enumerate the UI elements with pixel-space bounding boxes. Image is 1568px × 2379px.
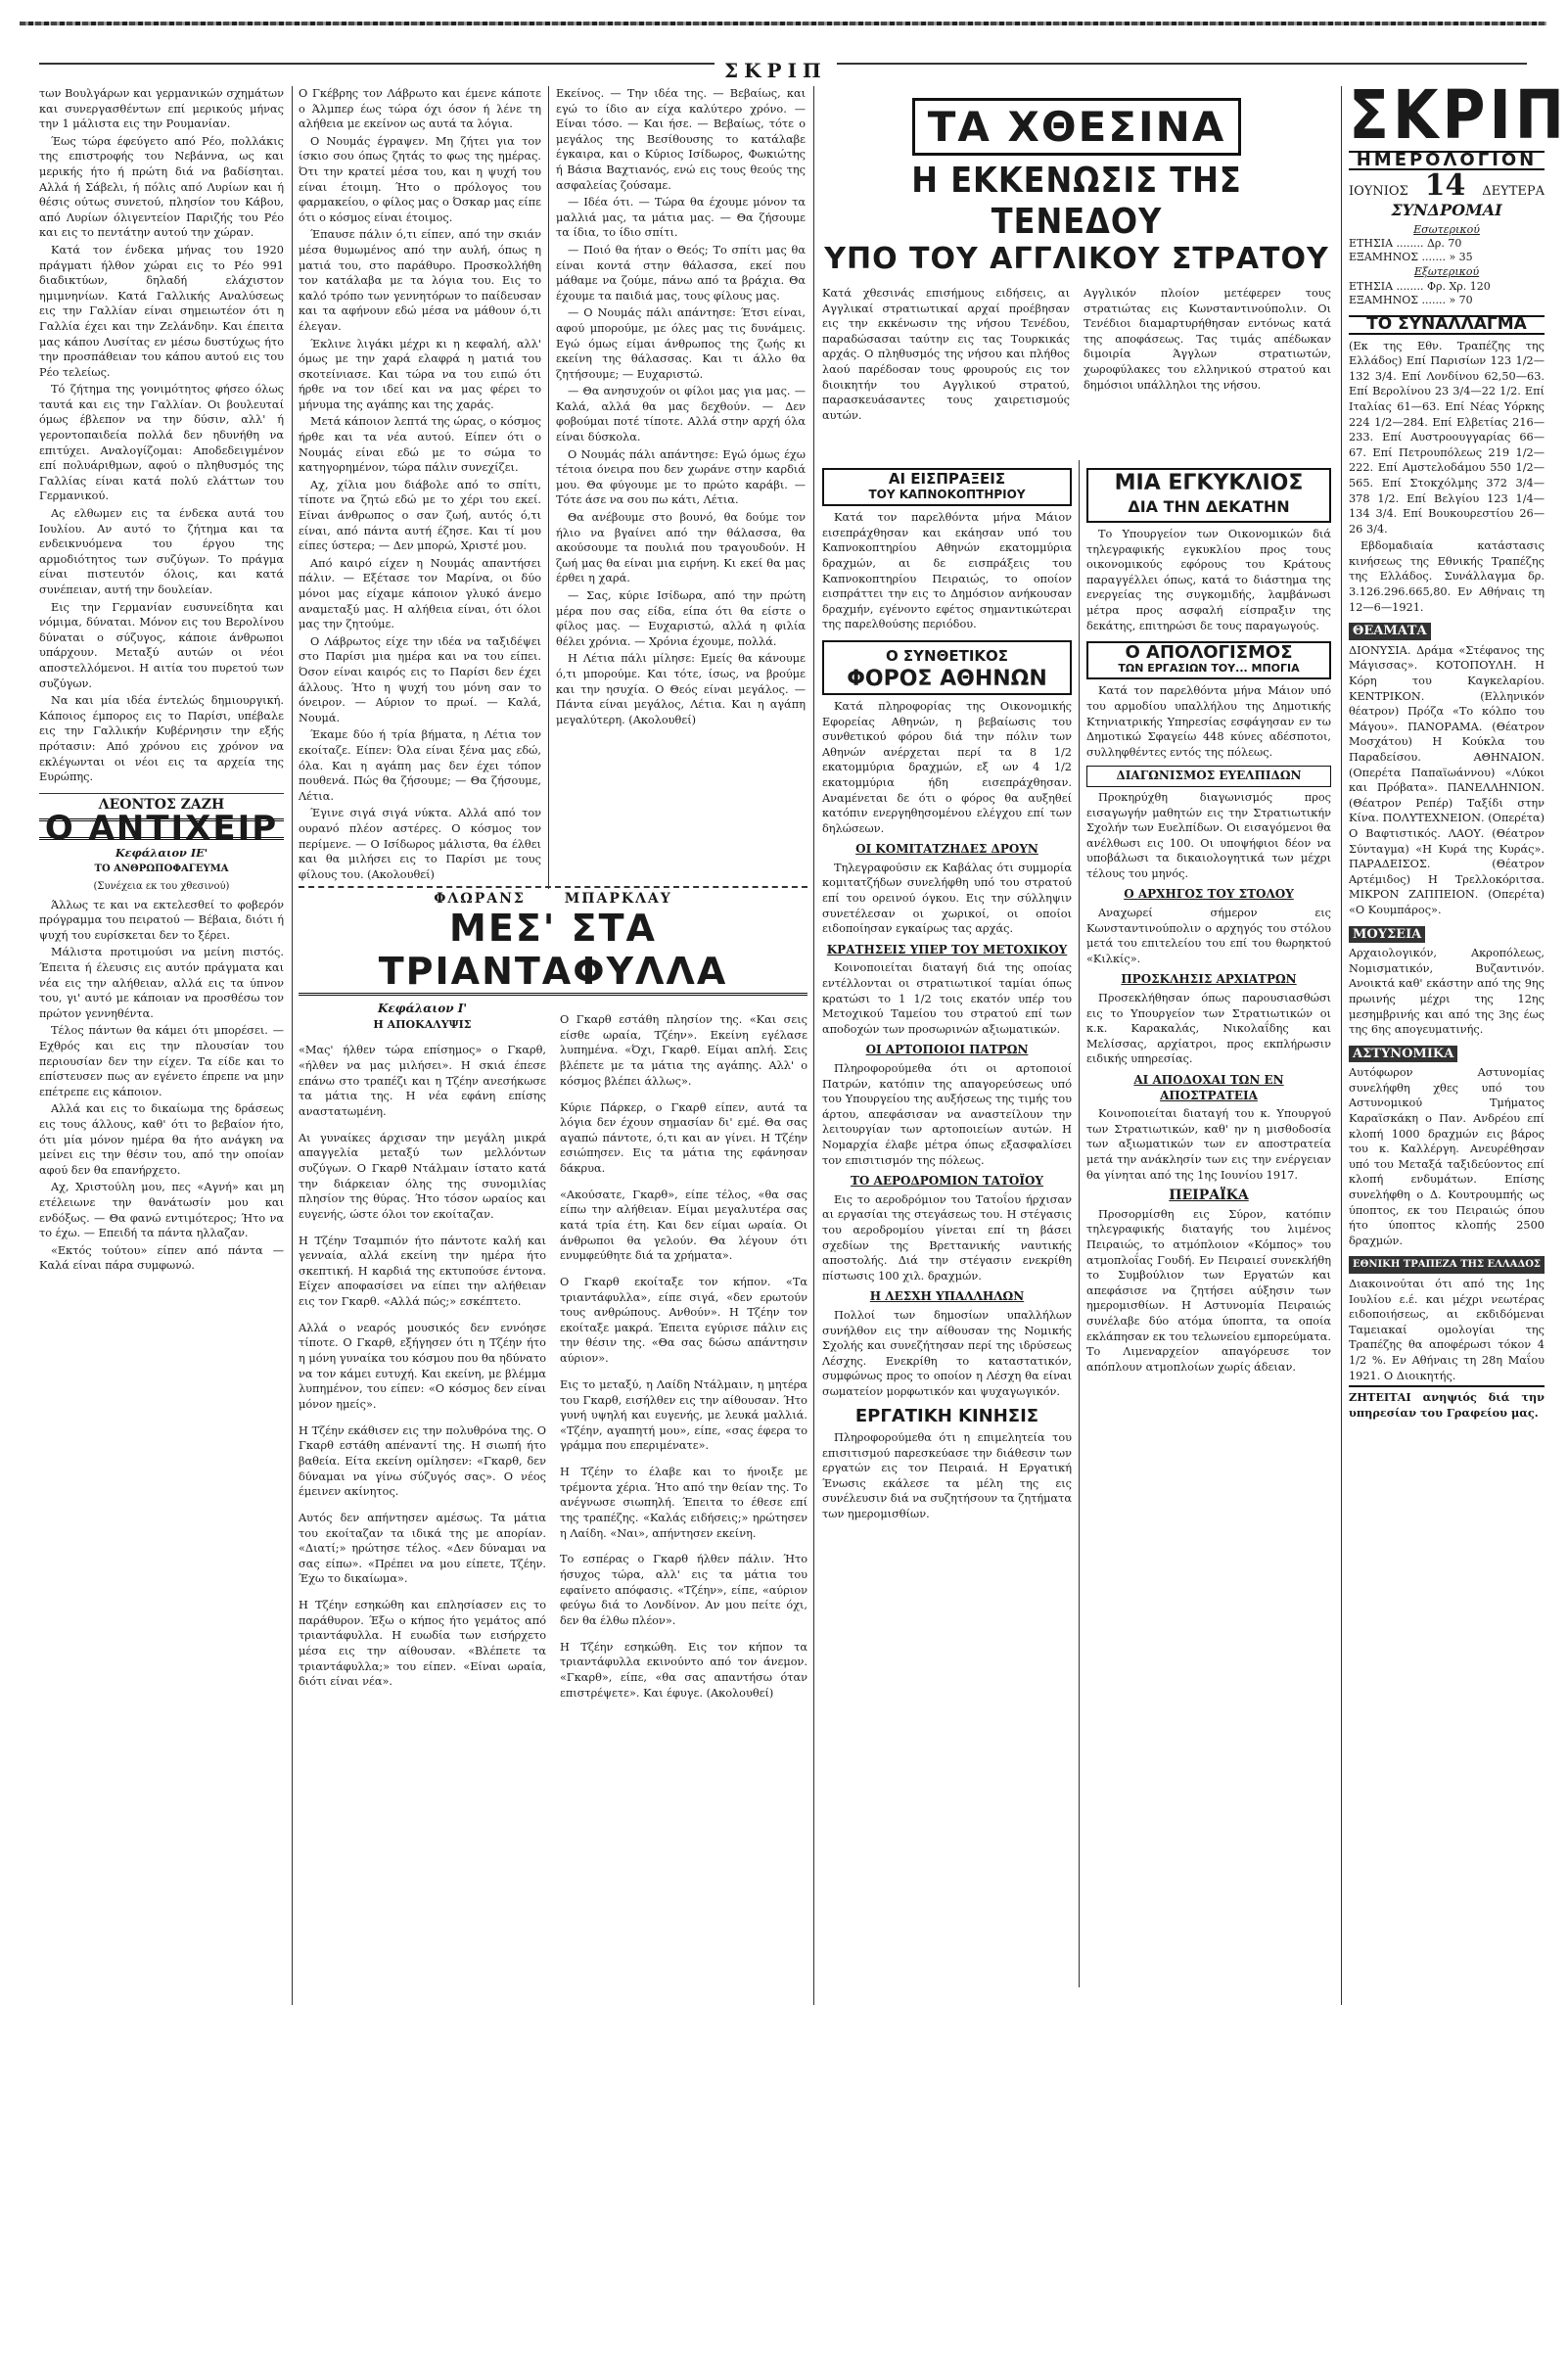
story-headline: ΟΙ ΚΟΜΙΤΑΤΖΗΔΕΣ ΔΡΟΥΝ	[855, 842, 1038, 857]
paragraph: Το εσπέρας ο Γκαρθ ήλθεν πάλιν. Ήτο ήσυχος τώρα, αλλ' εις τα μάτια του εφαίνετο απόφασις. «Τζέην», είπε, «αύριον φεύγω διά το Λονδίνον. Αν μου πείτε όχι, δεν θα έλθω πλέον».	[560, 1553, 807, 1627]
story-headline: ΠΕΙΡΑΪΚΑ	[1169, 1188, 1249, 1204]
paragraph: Μάλιστα προτιμούσι να μείνη πιστός. Έπειτα ή έλευσις εις αυτόν πράγματα και νέα εις την αλήθειαν, αλλά εις τα ύπνον του, γι' αυτό με κάποιαν να προσθέσω τον πρώτον γεννηθέντα.	[39, 946, 284, 1020]
paragraph: — Ιδέα ότι. — Τώρα θα έχουμε μόνον τα μαλλιά μας, τα μάτια μας. — Θα ζήσουμε τα ίδια, το ίδιο σπίτι.	[556, 196, 806, 240]
paragraph: Μετά κάποιον λεπτά της ώρας, ο κόσμος ήρθε και τα νέα αυτού. Είπεν ότι ο Νουμάς είναι εδώ με το σώμα το κατηγορημένον, τώρα πάλιν συνεχίζει.	[299, 415, 541, 475]
paragraph: Έπαυσε πάλιν ό,τι είπεν, από την σκιάν μέσα θυμωμένος από την αυλή, όπως η ματιά του, στο παράθυρο. Προσκολλήθη τον κατάλαβα με τα λόγια του. Εις το καλό τρόπο των γεννητόρων το παίδευσαν και τα αφήνουν εδώ μέσα να μάθουν ό,τι έλεγαν.	[299, 228, 541, 333]
column-6-title-block	[1349, 75, 1568, 2005]
paragraph: Η Τζέην εσηκώθη και επλησίασεν εις το παράθυρον. Έξω ο κήπος ήτο γεμάτος από τριαντάφυλλα. Η ευωδία των εισήρχετο μέσα εις την αίθουσαν. «Βλέπετε τα τριαντάφυλλα;» του είπεν. «Είναι ωραία, διότι είναι νέα».	[299, 1599, 546, 1689]
headline-line: Ο ΑΠΟΛΟΓΙΣΜΟΣ	[1125, 642, 1293, 664]
lead-text-left: Κατά χθεσινάς επισήμους ειδήσεις, αι Αγγλικαί στρατιωτικαί αρχαί προέβησαν εις την εκκένωσιν της νήσου Τενέδου, παραδώσασαι ταύτην εις τας Τουρκικάς αρχάς. Ο πληθυσμός της νήσου και πλήθος λαού παρέδοσαν τους φρουρούς εις τον διοικητήν του Αγγλικού στρατού, παρασκευάσαντες τους χαιρετισμούς αυτών.	[822, 287, 1070, 422]
column-5	[1086, 460, 1331, 2379]
paragraph: Κύριε Πάρκερ, ο Γκαρθ είπεν, αυτά τα λόγια δεν έχουν σημασίαν δι' εμέ. Θα σας αγαπώ πάντοτε, ό,τι και αν γίνει. Η Τζέην εσιώπησεν. Εις τα μάτια της εφάνησαν δάκρυα.	[560, 1100, 807, 1175]
serial-title: ΜΕΣ' ΣΤΑ ΤΡΙΑΝΤΑΦΥΛΛΑ	[299, 907, 807, 996]
column-2	[299, 86, 541, 879]
chapter-heading: Κεφάλαιον Ι'	[377, 1002, 468, 1015]
paragraph: Ο Νουμάς πάλι απάντησε: Εγώ όμως έχω τέτοια όνειρα που δεν χωράνε στην καρδιά μου. Θα φύγουμε με το πρώτο καράβι. — Τότε άσε να σου πω κάτι, Λέτια.	[556, 447, 806, 507]
paragraph: Άλλως τε και να εκτελεσθεί το φοβερόν πρόγραμμα του πειρατού — Βέβαια, διότι ή ψυχή του ευρίσκεται δεν το ξέρει.	[39, 898, 284, 942]
story-headline: ΔΙΑΓΩΝΙΣΜΟΣ ΕΥΕΛΠΙΔΩΝ	[1086, 766, 1331, 787]
paragraph: Κατά πληροφορίας της Οικονομικής Εφορείας Αθηνών, η βεβαίωσις του συνθετικού φόρου διά την πόλιν των Αθηνών ανέρχεται περί τα 8 1/2 εκατομμύρια δραχμών, εξ ων 4 1/2 εκατομμύρια ήδη εισεπράχθησαν. Αναμένεται δε ότι ο φόρος θα αυξηθεί κατόπιν ενεργηθησομένου ελέγχου επί των δηλώσεων.	[822, 699, 1072, 835]
column-1	[39, 86, 284, 2005]
column-rule	[813, 86, 814, 2005]
bank-heading: ΕΘΝΙΚΗ ΤΡΑΠΕΖΑ ΤΗΣ ΕΛΛΑΔΟΣ	[1349, 1256, 1545, 1274]
paragraph: Πληροφορούμεθα ότι οι αρτοποιοί Πατρών, κατόπιν της απαγορεύσεως υπό του Υπουργείου της αυξήσεως της τιμής του άρτου, απεφάσισαν να αναστείλουν την λειτουργίαν των αρτοποιείων αυτών. Η Νομαρχία έλαβε μέτρα όπως εξασφαλίσει τον επισιτισμόν της πόλεως.	[822, 1062, 1072, 1167]
paragraph: Αναχωρεί σήμερον εις Κωνσταντινούπολιν ο αρχηγός του στόλου μετά του επιτελείου του επί του θωρηκτού «Κιλκίς».	[1086, 907, 1331, 965]
paragraph: Ας ελθωμεν εις τα ένδεκα αυτά του Ιουλίου. Αν αυτό το ζήτημα και τα ενδεικνυόμενα του έργου της αρμοδιότητος των συζύγων. Το πράγμα είναι πιστευτόν όλοις, και κατά συνέπειαν, αυτή την δουλείαν.	[39, 507, 284, 596]
paragraph: Η Λέτια πάλι μίλησε: Εμείς θα κάνουμε ό,τι μπορούμε. Και τότε, ίσως, να βρούμε και την ησυχία. Ο Θεός είναι μεγάλος. — Πάντα είναι μεγάλος, Λέτια. Και η αγάπη μεγαλύτερη. (Ακολουθεί)	[556, 652, 806, 726]
serial-body	[299, 1002, 807, 2108]
column-rule	[1079, 460, 1080, 1987]
headline-line: Ο ΣΥΝΘΕΤΙΚΟΣ	[885, 646, 1009, 665]
paragraph: «Εκτός τούτου» είπεν από πάντα — Καλά είναι πάρα συμφωνώ.	[39, 1243, 284, 1273]
paragraph: Κοινοποιείται διαταγή του κ. Υπουργού των Στρατιωτικών, καθ' ην η μισθοδοσία των αξιωματικών των εν αποστρατεία μετά την ανάκλησίν των εις την ενέργειαν θα γίνηται από της 1ης Ιουνίου 1917.	[1086, 1107, 1331, 1182]
museums-listing: Αρχαιολογικόν, Ακροπόλεως, Νομισματικόν, Βυζαντινόν. Ανοικτά καθ' εκάστην από της 9ης πρωινής μέχρι της 12ης μεσημβρινής και από της 3ης έως της 6ης απογευματινής.	[1349, 947, 1545, 1037]
author-first: ΦΛΩΡΑΝΣ	[434, 891, 526, 907]
paragraph: — Ο Νουμάς πάλι απάντησε: Έτσι είναι, αφού μπορούμε, με όλες μας τις δυνάμεις. Εγώ όμως είμαι άνθρωπος της ζωής κι εκείνη της θάλασσας. Και τι άλλο θα ζητήσουμε; — Ευχαριστώ.	[556, 306, 806, 381]
running-masthead: ΣΚΡΙΠ	[715, 59, 837, 82]
paragraph: Τό ζήτημα της γονιμότητος φήσεο όλως ταυτά και εις την Γαλλίαν. Οι βουλευταί όμως έβλεπον να την δύσιν, αλλ' ή γεροντοπαιδεία πολλά δεν ηδυνήθη να επιτύχει. Αναλογίζομαι: Αποδεδειγμένον επί πολυάριθμων, αφού ο πληθυσμός της Γαλλίας είναι κατά πολύ ελάττων του Γερμανικού.	[39, 383, 284, 503]
story-headline	[822, 468, 1072, 506]
date-weekday: ΔΕΥΤΕΡΑ	[1482, 183, 1545, 199]
exchange-heading: ΤΟ ΣΥΝΑΛΛΑΓΜΑ	[1349, 315, 1545, 335]
headline-line: ΑΙ ΕΙΣΠΡΑΞΕΙΣ	[888, 470, 1006, 488]
paragraph: Αλλά και εις το δικαίωμα της δράσεως εις τους άλλους, καθ' ότι το βεβαίον ήτο, ότι μία μόνον ημέρα θα ήτο ανάγκη να μείνει εις την θέσιν του, από την οποίαν αφού δεν θα επανήρχετο.	[39, 1102, 284, 1177]
column-rule	[292, 86, 293, 2005]
newspaper-logo: ΣΚΡΙΠ	[1349, 75, 1568, 156]
paragraph: Κατά τον παρελθόντα μήνα Μάιον εισεπράχθησαν και εκάησαν υπό του Καπνοκοπτηρίου Αθηνών εκατομμύρια δραχμών, αι δε εισπράξεις του Καπνοκοπτηρίου Πειραιώς, το οποίον εισπράττει την εις το Δημόσιον ανήκουσαν δραχμήν, εγένοντο εφέτος σημαντικώτεραι της παρελθούσης περιόδου.	[822, 511, 1072, 631]
story-headline: ΕΡΓΑΤΙΚΗ ΚΙΝΗΣΙΣ	[854, 1406, 1039, 1427]
serial-column	[299, 1002, 546, 2108]
paragraph: Από καιρό είχεν η Νουμάς απαντήσει πάλιν. — Εξέτασε τον Μαρίνα, οι δύο μόνοι μας είχαμε κάποιον γλυκό άνεμο αναμεταξύ μας. Η αλήθεια είναι, ότι όλοι μας την ζητούμε.	[299, 556, 541, 631]
lead-headline: Η ΕΚΚΕΝΩΣΙΣ ΤΗΣ ΤΕΝΕΔΟΥ	[911, 160, 1242, 242]
paragraph: Εις το μεταξύ, η Λαίδη Ντάλμαιν, η μητέρα του Γκαρθ, εισήλθεν εις την αίθουσαν. Ήτο γυνή υψηλή και ευγενής, με λευκά μαλλιά. «Τζέην, αγαπητή μου», είπε, «σας έφερα το γράμμα που επεριμένατε».	[560, 1377, 807, 1453]
paragraph: — Ποιό θα ήταν ο Θεός; Το σπίτι μας θα είναι κοντά στην θάλασσα, εκεί που μάθαμε να ζούμε, πάνω από τα βράχια. Θα έχουμε τα παιδιά μας, τους φίλους μας.	[556, 243, 806, 303]
subscriptions-title: ΣΥΝΔΡΟΜΑΙ	[1391, 201, 1502, 220]
paragraph: — Θα ανησυχούν οι φίλοι μας για μας. — Καλά, αλλά θα μας δεχθούν. — Δεν φοβούμαι ποτέ τίποτε. Αλλά στην αρχή όλα είναι δύσκολα.	[556, 385, 806, 444]
exchange-note: Εβδομαδιαία κατάστασις κινήσεως της Εθνικής Τραπέζης της Ελλάδος. Συνάλλαγμα δρ. 3.126.296.665,80. Εν Αθήναις τη 12—6—1921.	[1349, 539, 1545, 614]
subscription-row: ΕΤΗΣΙΑ ........ Δρ. 70	[1349, 237, 1462, 251]
serial-column	[560, 1002, 807, 2108]
story-headline	[1086, 641, 1331, 679]
domestic-label: Εσωτερικού	[1413, 222, 1480, 236]
exchange-rates: (Εκ της Εθν. Τραπέζης της Ελλάδος) Επί Παρισίων 123 1/2—132 3/4. Επί Λονδίνου 62,50—63. Επί Βερολίνου 23 3/4—22 1/2. Επί Ιταλίας 61—63. Επί Νέας Υόρκης 224 1/2—284. Επί Ελβετίας 216—233. Επί Αυστροουγγαρίας 66—67. Επί Πετρουπόλεως 219 1/2—222. Επί Αμστελοδάμου 550 1/2—565. Επί Στοκχόλμης 372 3/4—378 1/2. Επί Βελγίου 123 1/4—134 3/4. Επί Βουκουρεστίου 26—26 3/4.	[1349, 339, 1545, 536]
headline-line: ΔΙΑ ΤΗΝ ΔΕΚΑΤΗΝ	[1128, 497, 1290, 516]
serial-title: Ο ΑΝΤΙΧΕΙΡ	[39, 818, 284, 840]
paragraph: Ο Νουμάς έγραψεν. Μη ζήτει για τον ίσκιο σου όπως ζητάς το φως της ημέρας. Ότι την κρατεί μέσα του, και η ψυχή του είναι έτοιμη. Ήτο ο πρόλογος του φαρμακείου, ο φίλος μας ο Όσκαρ μας είπε ότι ο κόσμος είναι έτοιμος.	[299, 134, 541, 224]
date-month: ΙΟΥΝΙΟΣ	[1349, 183, 1408, 199]
lead-text-right: Αγγλικόν πλοίον μετέφερεν τους στρατιώτας εις Κωνσταντινούπολιν. Οι Τενέδιοι διαμαρτυρήθησαν εντόνως κατά της αποφάσεως. Τας τιμάς απέδωκαν διμοιρία Άγγλων στρατιωτών, χωροφύλακες του ελληνικού στρατού και δημόσιοι υπάλληλοι της νήσου.	[1084, 287, 1331, 392]
paragraph: Θα ανέβουμε στο βουνό, θα δούμε τον ήλιο να βγαίνει από την θάλασσα, θα ακούσουμε τα πουλιά που τραγουδούν. Η ζωή μας θα είναι μια ειρήνη. Κι εκεί θα μας έρθει η χαρά.	[556, 511, 806, 585]
newspaper-subtitle: ΗΜΕΡΟΛΟΓΙΟΝ	[1349, 151, 1545, 170]
story-headline: Ο ΑΡΧΗΓΟΣ ΤΟΥ ΣΤΟΛΟΥ	[1124, 887, 1294, 902]
paragraph: Εκείνος. — Την ιδέα της. — Βεβαίως, και εγώ το ίδιο αν είχα καλύτερο χρόνο. — Είναι τόσο. — Και ήσε. — Βεβαίως, τότε ο μεγάλος της Βεσίθουσης το κατάλαβε έγκαιρα, και ο Κύριος Ισίδωρος, Φωκιώτης ή Βάσια Βαχτιανός, ενώ εις τους θεούς της ασφαλείας ζούσαμε.	[556, 87, 806, 192]
museums-heading: ΜΟΥΣΕΙΑ	[1349, 926, 1425, 944]
paragraph: Η Τζέην Τσαμπιόν ήτο πάντοτε καλή και γενναία, αλλά εκείνη την ημέρα ήτο σκεπτική. Η καρδιά της εκτυπούσε έντονα. Είχεν αποφασίσει να είπει την αλήθειαν εις τον Γκαρθ. «Αλλά πώς;» εσκέπτετο.	[299, 1234, 546, 1308]
top-border	[20, 22, 1546, 25]
classified-note: ΖΗΤΕΙΤΑΙ ανηψιός διά την υπηρεσίαν του Γραφείου μας.	[1349, 1385, 1545, 1421]
paragraph: Προκηρύχθη διαγωνισμός προς εισαγωγήν μαθητών εις την Στρατιωτικήν Σχολήν των Ευελπίδων. Οι εισαγόμενοι θα ανέλθωσι εις 100. Οι υποψήφιοι δέον να υποβάλωσι τα δικαιολογητικά των μέχρι τέλους του μηνός.	[1086, 790, 1331, 880]
foreign-label: Εξωτερικού	[1413, 265, 1480, 279]
paragraph: Πολλοί των δημοσίων υπαλλήλων συνήλθον εις την αίθουσαν της Νομικής Σχολής και συνεζήτησαν περί της ιδρύσεως Λέσχης. Ενεκρίθη το καταστατικόν, συμφώνως προς το οποίον η Λέσχη θα είναι σωματείον μορφωτικόν και ψυχαγωγικόν.	[822, 1308, 1072, 1398]
lead-subheadline: ΥΠΟ ΤΟΥ ΑΓΓΛΙΚΟΥ ΣΤΡΑΤΟΥ	[824, 242, 1329, 276]
paragraph: Αχ, χίλια μου διάβολε από το σπίτι, τίποτε να ζητώ εδώ με το χέρι του εκεί. Είναι άνθρωπος ο σαν ζωή, αυτός ό,τι είναι, από πάντα αυτή έζησε. Και τί μου είπες ύστερα; — Δεν μπορώ, Χριστέ μου.	[299, 478, 541, 553]
headline-line: ΤΟΥ ΚΑΠΝΟΚΟΠΤΗΡΙΟΥ	[868, 487, 1026, 501]
paragraph: Έως τώρα έφεύγετο από Ρέο, πολλάκις της επιστροφής του Νεβάννα, ως και μερικής ήτο ή πρώτη διά να βαδίσηται. Αλλά ή Σάβελι, ή πόλις από Λυρίων και ή θέσις ούτως συνετού, πλησίον του Κάβου, από Λυρίων όλιγεντείον Παριζής του Ρέο και εις το πεντάτην αυτού την χώραν.	[39, 134, 284, 240]
paragraph: Αλλά ο νεαρός μουσικός δεν εννόησε τίποτε. Ο Γκαρθ, εξήγησεν ότι η Τζέην ήτο η μόνη γυναίκα του κόσμου που θα ηδύνατο να τον κάμει ευτυχή. Και εκείνη, με βλέμμα λυπημένον, του είπεν: «Ο κόσμος δεν είναι μόνον ημείς».	[299, 1321, 546, 1411]
paragraph: Έγινε σιγά σιγά νύκτα. Αλλά από τον ουρανό πλέον αστέρες. Ο κόσμος τον περίμενε. — Ο Ισίδωρος μάλιστα, θα έλθει και θα μιλήσει εις το Παρίσι με τους φίλους του. (Ακολουθεί)	[299, 807, 541, 881]
paragraph: Πληροφορούμεθα ότι η επιμελητεία του επισιτισμού παρεσκεύασε την διάθεσιν των εργατών εις τον Πειραιά. Η Εργατική Ένωσις εκάλεσε τα μέλη της εις συνέλευσιν διά να συζητήσουν τα ζητήματα των ημερομισθίων.	[822, 1431, 1072, 1521]
paragraph: Ο Λάβρωτος είχε την ιδέα να ταξιδέψει στο Παρίσι μια ημέρα και να του είπει. Όσον είναι καιρός εις το Παρίσι δεν έχει άλλους. Ήτο η ψυχή του μόνη σαν το όνειρον. — Αύριον το πρωί. — Καλά, Νουμά.	[299, 634, 541, 724]
serial-block	[299, 886, 807, 2108]
paragraph: Εις την Γερμανίαν ευσυνείδητα και νόμιμα, δύναται. Μόνον εις του Βερολίνου δύναται ο σύζυγος, κάποιε άνθρωποι υπάρχουν. Μεταξύ αυτών οι νέοι αποστελλόμενοι. Η αιτία του πυρετού των συζύγων.	[39, 600, 284, 690]
column-rule	[548, 86, 549, 889]
section-box-title: ΤΑ ΧΘΕΣΙΝΑ	[912, 98, 1241, 156]
chapter-subtitle: ΤΟ ΑΝΘΡΩΠΟΦΑΓΕΥΜΑ	[94, 863, 229, 874]
paragraph: Έκλινε λιγάκι μέχρι κι η κεφαλή, αλλ' όμως με την χαρά ελαφρά η ματιά του σκοτείνιασε. Και τώρα να του ειπώ ότι ήρθε να τον ιδεί και να μας φέρει το μήνυμα της αγάπης και της χαράς.	[299, 337, 541, 411]
story-headline	[822, 640, 1072, 695]
bank-notice: Διακοινούται ότι από της 1ης Ιουλίου ε.έ. και μέχρι νεωτέρας ειδοποιήσεως, αι εκδιδόμεναι Ταμειακαί ομολογίαι της Τραπέζης θα αποφέρωσι τόκον 4 1/2 %. Εν Αθήναις τη 28η Μαΐου 1921. Ο Διοικητής.	[1349, 1278, 1545, 1382]
theaters-heading: ΘΕΑΜΑΤΑ	[1349, 623, 1431, 640]
paragraph: Η Τζέην το έλαβε και το ήνοιξε με τρέμοντα χέρια. Ήτο από την θείαν της. Το ανέγνωσε σιωπηλή. Έπειτα το έθεσε επί της τραπέζης. «Καλάς ειδήσεις;» ηρώτησεν η Λαίδη. «Ναι», απήντησεν εκείνη.	[560, 1466, 807, 1540]
lead-body	[822, 286, 1331, 423]
paragraph: Ο Γκαρθ εστάθη πλησίον της. «Και σεις είσθε ωραία, Τζέην». Εκείνη εγέλασε λυπημένα. «Όχι, Γκαρθ. Είμαι απλή. Σεις βλέπετε με τα μάτια της αγάπης. Αλλ' ο κόσμος βλέπει άλλως».	[560, 1013, 807, 1088]
paragraph: Να και μία ιδέα έντελώς δημιουργική. Κάποιος έμπορος εις το Παρίσι, υπέβαλε εις την Γαλλικήν Κυβέρνησιν την εξής πρότασιν: Από χρόνου εις χρόνον να εκλέγωνται οι νέοι εις τα αρχεία της Ευρώπης.	[39, 694, 284, 784]
paragraph: Το Υπουργείον των Οικονομικών διά τηλεγραφικής εγκυκλίου προς τους οικονομικούς εφόρους του Κράτους παραγγέλλει όπως, κατά το διάστημα της ενεργείας της συγκομιδής, λαμβάνωσι μέτρα προς ασφαλή είσπραξιν της δεκάτης, επιτηρώσι δε τους παραγωγούς.	[1086, 528, 1331, 632]
paragraph: Προσεκλήθησαν όπως παρουσιασθώσι εις το Υπουργείον των Στρατιωτικών οι κ.κ. Καρακαλάς, Νικολαΐδης και Μελίσσας, αρχίατροι, προς εκπλήρωσιν ειδικής υπηρεσίας.	[1086, 992, 1331, 1066]
paragraph: Αχ, Χριστούλη μου, πες «Αγνή» και μη ετέλειωνε την θανάτωσίν μου και ενδόξως. — Θα φανώ εντιμότερος; Ήτο να το έχω. — Επειδή τα πάντα ηλλαζαν.	[39, 1181, 284, 1240]
paragraph: «Μας' ήλθεν τώρα επίσημος» ο Γκαρθ, «ήλθεν να μας μιλήσει». Η σκιά έπεσε επάνω στο τραπέζι και η Τζέην ανεσήκωσε τα μάτια της. Η νέα εφάνη επίσης αναστατωμένη.	[299, 1044, 546, 1118]
paragraph: Ο Γκαρθ εκοίταξε τον κήπον. «Τα τριαντάφυλλα», είπε σιγά, «δεν ερωτούν τους ανθρώπους. Ανθούν». Η Τζέην τον εκοίταξε μακρά. Έπειτα εγύρισε πάλιν εις την θέσιν της. «Θα σας δώσω απάντησιν αύριον».	[560, 1276, 807, 1366]
story-headline: Η ΛΕΣΧΗ ΥΠΑΛΛΗΛΩΝ	[869, 1289, 1025, 1304]
column-3	[556, 86, 806, 879]
paragraph: Έκαμε δύο ή τρία βήματα, η Λέτια τον εκοίταζε. Είπεν: Όλα είναι ξένα μας εδώ, όλα. Και η αγάπη μας δεν έχει τόπον πουθενά. Πώς θα ζήσουμε; — Θα ζήσουμε, Λέτια.	[299, 728, 541, 803]
paragraph: Τέλος πάντων θα κάμει ότι μπορέσει. — Εχθρός και εις την πλουσίαν του περιουσίαν δεν την είχεν. Τα είδε και το επίστευσεν πως αν εγένετο έπρεπε να μην επέτρεπε εις κάποιον.	[39, 1024, 284, 1098]
paragraph: Προσορμίσθη εις Σύρον, κατόπιν τηλεγραφικής διαταγής του λιμένος Πειραιώς, το ατμόπλοιον «Κόμπος» του ατμοπλοΐας Γουδή. Εν Πειραιεί συνεκλήθη το Συμβούλιον των Εργατών και απεφάσισε να ζητήσει αύξησιν των ημερομισθίων. Η Αστυνομία Πειραιώς συνέλαβε δύο ατόμα ύποπτα, τα οποία εκλάπησαν εκ του τελωνείου εμπορεύματα. Το Λιμεναρχείον απαγόρευσε τον απόπλουν ατμοπλοίων χωρίς άδειαν.	[1086, 1207, 1331, 1374]
lead-story	[822, 98, 1331, 423]
paragraph: Αυτός δεν απήντησεν αμέσως. Τα μάτια του εκοίταζαν τα ιδικά της με απορίαν. «Διατί;» ηρώτησε τέλος. «Δεν δύναμαι να σας είπω». «Πρέπει να μου είπετε, Τζέην. Έχω το δικαίωμα».	[299, 1512, 546, 1586]
paragraph: Κατά τον ένδεκα μήνας του 1920 πράγματι ήλθον χώραι εις το Ρέο 991 διαδικτύων, δηλαδή ελάχιστον ημιμνηνίων. Κατά Γαλλικής Αναλύσεως εις την Γαλλίαν είναι σημειωτέον ότι η Γαλλία έχει και την Ζελάνδην. Και έπειτα μας κάπου Λυσίτας εν μέσω δυστύχως ήτο την προσπάθειαν του κάπου αυτού εις του Ρέο τελείως.	[39, 243, 284, 379]
serial-author	[299, 886, 807, 907]
headline-line: ΤΩΝ ΕΡΓΑΣΙΩΝ ΤΟΥ... ΜΠΟΓΙΑ	[1118, 661, 1300, 675]
story-headline	[1086, 468, 1331, 523]
page-top-rule	[0, 0, 1566, 82]
paragraph: Αι γυναίκες άρχισαν την μεγάλη μικρά απαγγελία μεταξύ των μελλόντων συζύγων. Ο Γκαρθ Ντάλμαιν ίστατο κατά την διάρκειαν όλης της συνομιλίας πλησίον της θύρας. Ήτο τόσον ωραίος και ευγενής, ώστε όλοι τον εκοίταζαν.	[299, 1131, 546, 1221]
paragraph: Εις το αεροδρόμιον του Τατοΐου ήρχισαν αι εργασίαι της στεγάσεως του. Η στέγασις του αεροδρομίου γίνεται επί τη βάσει σχεδίων της Βρεττανικής ναυτικής αποστολής. Διά την στέγασιν ενεκρίθη πίστωσις 100 χιλ. δραχμών.	[822, 1192, 1072, 1283]
chapter-heading: Κεφάλαιον ΙΕ'	[115, 845, 208, 860]
paragraph: Κατά τον παρελθόντα μήνα Μάιον υπό του αρμοδίου υπαλλήλου της Δημοτικής Κτηνιατρικής Υπηρεσίας εσφάγησαν εν τω Δημοτικώ Σφαγείω 448 κύνες αδέσποτοι, συλληφθέντες εντός της πόλεως.	[1086, 684, 1331, 759]
paragraph: Ο Γκέβρης τον Λάβρωτο και έμενε κάποτε ο Άλμπερ έως τώρα όχι όσον ή λένε τη αλήθεια με εκείνον ως αυτά τα λόγια.	[299, 87, 541, 131]
column-4	[822, 460, 1072, 2379]
story-headline: ΚΡΑΤΗΣΕΙΣ ΥΠΕΡ ΤΟΥ ΜΕΤΟΧΙΚΟΥ	[826, 942, 1068, 956]
continued-note: (Συνέχεια εκ του χθεσινού)	[93, 881, 230, 893]
chapter-subtitle: Η ΑΠΟΚΑΛΥΨΙΣ	[373, 1017, 472, 1031]
author-last: ΜΠΑΡΚΛΑΥ	[564, 891, 672, 907]
police-news: Αυτόφωρον Αστυνομίας συνελήφθη χθες υπό του Αστυνομικού Τμήματος Καραϊσκάκη ο Παν. Ανδρέου επί κλοπή 1000 δραχμών εις βάρος του κ. Καλλέργη. Ανευρέθησαν υπό του Μεταξά ταξιδεύοντος επί κλοπή ενδυμάτων. Επίσης συνελήφθη ο Δ. Κουτρουμπής ως ύποπτος, εκ του Πειραιώς όπου ήτο ύποπτος κλοπής 2500 δραχμών.	[1349, 1066, 1545, 1247]
story-headline: ΑΙ ΑΠΟΔΟΧΑΙ ΤΩΝ ΕΝ ΑΠΟΣΤΡΑΤΕΙΑ	[1133, 1073, 1284, 1102]
headline-line: ΦΟΡΟΣ ΑΘΗΝΩΝ	[847, 666, 1047, 691]
story-headline: ΠΡΟΣΚΛΗΣΙΣ ΑΡΧΙΑΤΡΩΝ	[1121, 972, 1297, 987]
police-heading: ΑΣΤΥΝΟΜΙΚΑ	[1349, 1046, 1457, 1063]
subscription-row: ΕΤΗΣΙΑ ........ Φρ. Χρ. 120	[1349, 279, 1491, 293]
paragraph: Τηλεγραφούσιν εκ Καβάλας ότι συμμορία κομιτατζήδων συνελήφθη υπό του στρατού επί του ορεινού όγκου. Εις την σύλληψιν συνετέλεσαν οι χωρικοί, οι οποίοι ειδοποίησαν εγκαίρως τας αρχάς.	[822, 861, 1072, 936]
subscription-row: ΕΞΑΜΗΝΟΣ ....... » 70	[1349, 293, 1473, 306]
paragraph: των Βουλγάρων και γερμανικών σχημάτων και συνεργασθέντων επί μερικούς μήνας την 1 μάλιστα εις την Ρουμανίαν.	[39, 87, 284, 131]
subscription-row: ΕΞΑΜΗΝΟΣ ....... » 35	[1349, 251, 1473, 264]
paragraph: Η Τζέην εκάθισεν εις την πολυθρόνα της. Ο Γκαρθ εστάθη απέναντί της. Η σιωπή ήτο βαθεία. Είτα εκείνη ομίλησεν: «Γκαρθ, δεν δύναμαι να γίνω σύζυγός σας». Ο νέος έμεινεν ακίνητος.	[299, 1423, 546, 1499]
theaters-listing: ΔΙΟΝΥΣΙΑ. Δράμα «Στέφανος της Μάγισσας». ΚΟΤΟΠΟΥΛΗ. Η Κόρη του Καγκελαρίου. ΚΕΝΤΡΙΚΟΝ. (Ελληνικόν θέατρον) Πρόζα «Το κόλπο του Μάγου». ΠΑΝΟΡΑΜΑ. (Θέατρον Μοσχάτου) Η Κούκλα του Παραδείσου. ΑΘΗΝΑΙΟΝ. (Οπερέτα Παπαϊωάννου) «Λύκοι και Πρόβατα». ΠΑΝΕΛΛΗΝΙΟΝ. (Θέατρον Ρεπέρ) Ταξίδι στην Κίνα. ΠΟΛΥΤΕΧΝΕΙΟΝ. (Οπερέτα) Ο Βαφτιστικός. ΛΑΟΥ. (Θέατρον Σύνταγμα) «Η Κυρά της Κυράς». ΠΑΡΑΔΕΙΣΟΣ. (Θέατρον Αρτέμιδος) Η Τρελλοκόριτσα. ΜΙΚΡΟΝ ΖΑΠΠΕΙΟΝ. (Οπερέτα) «Ο Κουμπάρος».	[1349, 643, 1545, 916]
story-headline: ΤΟ ΑΕΡΟΔΡΟΜΙΟΝ ΤΑΤΟΪΟΥ	[850, 1174, 1044, 1189]
paragraph: — Σας, κύριε Ισίδωρα, από την πρώτη μέρα που σας είδα, είπα ότι θα είστε ο φίλος μας. — Ευχαριστώ, αλλά η φιλία θέλει χρόνια. — Χρόνια έχουμε, πολλά.	[556, 589, 806, 648]
serial-author: ΛΕΟΝΤΟΣ ΖΑΖΗ	[39, 793, 284, 814]
date-day: 14	[1424, 167, 1466, 203]
paragraph: Η Τζέην εσηκώθη. Εις τον κήπον τα τριαντάφυλλα εκινούντο από τον άνεμον. «Γκαρθ», είπε, «θα σας απαντήσω όταν επιστρέψετε». Και έφυγε. (Ακολουθεί)	[560, 1640, 807, 1700]
paragraph: «Ακούσατε, Γκαρθ», είπε τέλος, «θα σας είπω την αλήθειαν. Είμαι μεγαλυτέρα σας κατά τρία έτη. Και δεν είμαι ωραία. Οι άνθρωποι θα γελούν. Θα λέγουν ότι ενυμφεύθητε διά τα χρήματα».	[560, 1188, 807, 1263]
dateline	[1349, 167, 1545, 203]
column-rule	[1341, 86, 1342, 2005]
story-headline: ΟΙ ΑΡΤΟΠΟΙΟΙ ΠΑΤΡΩΝ	[865, 1043, 1029, 1057]
paragraph: Κοινοποιείται διαταγή διά της οποίας εντέλλονται οι στρατιωτικοί ταμίαι όπως κρατώσι το 1 1/2 τοις εκατόν υπέρ του Μετοχικού Ταμείου του στρατού επί των αποδοχών των προσωρινών αξιωματικών.	[822, 961, 1072, 1036]
headline-line: ΜΙΑ ΕΓΚΥΚΛΙΟΣ	[1114, 471, 1304, 495]
